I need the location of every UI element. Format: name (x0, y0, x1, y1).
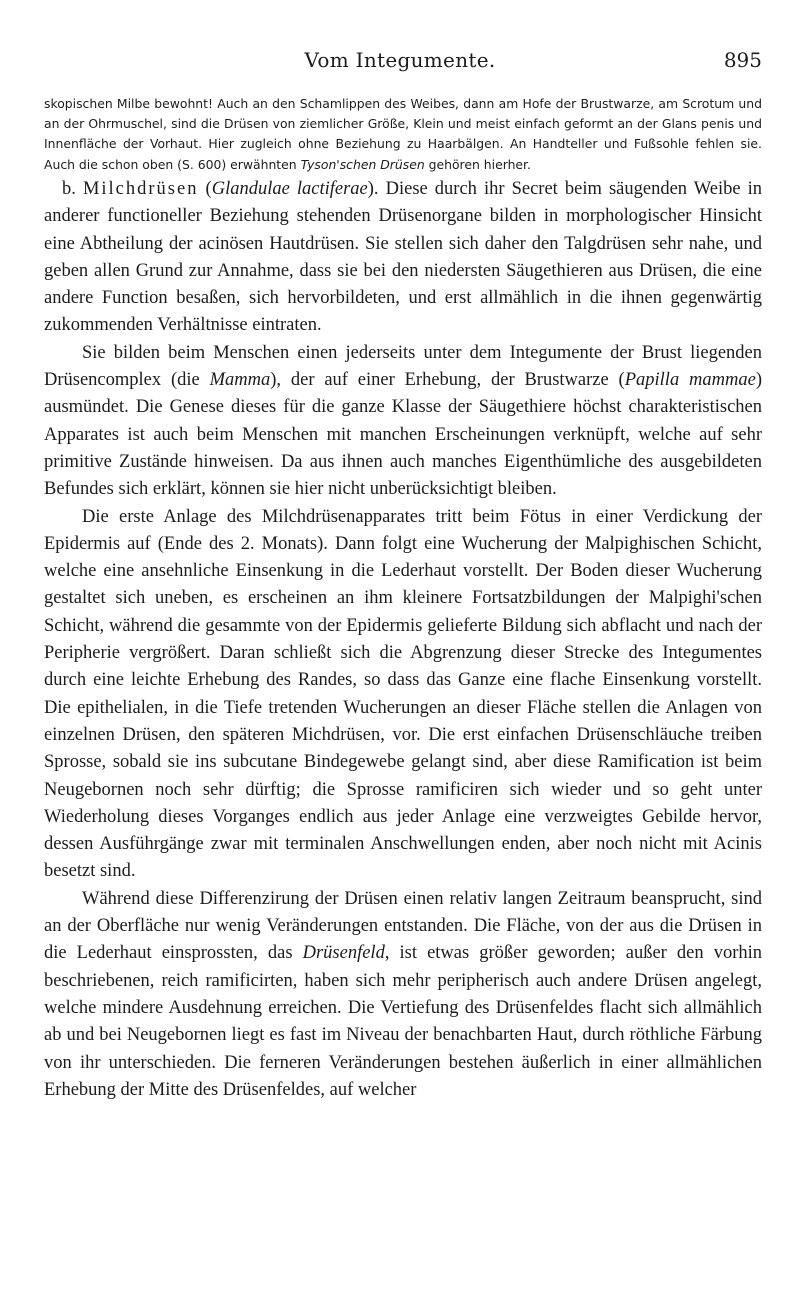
page-title: Vom Integumente. (304, 48, 496, 72)
small-print-paragraph (44, 94, 762, 175)
section-label: b. (62, 179, 83, 199)
section-paragraph: b. Milchdrüsen (Glandulae lactiferae). Diese durch ihr Secret beim säugenden Weibe in anderer functioneller Beziehung stehenden Drüsenorgane bilden in morphologischer Hinsicht eine Abtheilung der acinösen Hautdrüsen. Sie stellen sich daher den Talgdrüsen sehr nahe, und geben allen Grund zur Annahme, dass sie bei den niedersten Säugethieren aus Drüsen, die eine andere Function besaßen, sich hervorbildeten, und erst allmählich in die ihnen gegenwärtig zukommenden Verhältnisse eintraten. (44, 179, 763, 336)
running-header (0, 48, 800, 78)
paragraph-text: Während diese Differenzirung der Drüsen einen relativ langen Zeitraum beansprucht, sind an der Oberfläche nur wenig Veränderungen entstanden. Die Fläche, von der aus die Drüsen in die Lederhaut einsprossten, das (44, 888, 762, 964)
small-text: skopischen Milbe bewohnt! Auch an den Schamlippen des Weibes, dann am Hofe der Brustwarze, am Scrotum und an der Ohrmuschel, sind die Drüsen von ziemlicher Größe, Klein und meist einfach geformt an der Glans penis und Innenfläche der Vorhaut. Hier zugleich ohne Beziehung zu Haarbälgen. An Handteller und Fußsohle fehlen sie. Auch die schon oben (S. 600) erwähnten (44, 96, 762, 172)
paragraph-2 (44, 340, 762, 504)
paragraph-text: ), der auf einer Erhebung, der Brustwarze ( (270, 370, 625, 391)
page-number: 895 (723, 48, 762, 72)
italic-term: Papilla mammae (624, 370, 756, 391)
small-text-end: gehören hierher. (424, 156, 531, 172)
paragraph-4 (44, 886, 762, 1104)
small-italic-term: Tyson'schen Drüsen (300, 156, 425, 172)
body-text (44, 176, 762, 1104)
paragraph-text: Sie bilden beim Menschen einen jederseits unter dem Integumente der Brust liegenden Drüsencomplex (die (44, 342, 762, 391)
section-latin-term: Glandulae lactiferae (211, 179, 368, 199)
paragraph-3: Die erste Anlage des Milchdrüsenapparates tritt beim Fötus in einer Verdickung der Epidermis auf (Ende des 2. Monats). Dann folgt eine Wucherung der Malpighischen Schicht, welche eine ansehnliche Einsenkung in die Lederhaut vorstellt. Der Boden dieser Wucherung gestaltet sich uneben, es erscheinen an ihm kleinere Fortsatzbildungen der Malpighi'schen Schicht, während die gesammte von der Epidermis gelieferte Bildung sich abflacht und nach der Peripherie vergrößert. Daran schließt sich die Abgrenzung dieser Strecke des Integumentes durch eine leichte Erhebung des Randes, so dass das Ganze eine flache Einsenkung vorstellt. Die epithelialen, in die Tiefe tretenden Wucherungen an dieser Fläche stellen die Anlagen von einzelnen Drüsen, den späteren Michdrüsen, vor. Die erst einfachen Drüsenschläuche treiben Sprosse, sobald sie ins subcutane Bindegewebe gelangt sind, aber diese Ramification ist beim Neugebornen noch sehr dürftig; die Sprosse ramificiren sich wieder und so geht unter Wiederholung dieses Vorganges endlich aus jeder Anlage eine verzweigtes Gebilde hervor, dessen Ausführgänge zwar mit terminalen Anschwellungen enden, aber noch nicht mit Acinis besetzt sind. (44, 506, 762, 882)
italic-term: Mamma (209, 370, 271, 391)
section-heading: Milchdrüsen (82, 179, 199, 199)
paragraph-text: , ist etwas größer geworden; außer den vorhin beschriebenen, reich ramificirten, haben sich mehr peripherisch auch andere Drüsen angelegt, welche mindere Ausdehnung erreichen. Die Vertiefung des Drüsenfeldes flacht sich allmählich ab und bei Neugebornen liegt es fast im Niveau der benachbarten Haut, durch röthliche Färbung von ihr unterschieden. Die ferneren Veränderungen bestehen äußerlich in einer allmählichen Erhebung der Mitte des Drüsenfeldes, auf welcher (44, 943, 762, 1100)
italic-term: Drüsenfeld (302, 943, 385, 964)
paragraph-text: ) ausmündet. Die Genese dieses für die ganze Klasse der Säugethiere höchst charakteristischen Apparates ist auch beim Menschen mit manchen Erscheinungen verknüpft, welche auf sehr primitive Zustände hinweisen. Da aus ihnen auch manches Eigenthümliche des ausgebildeten Befundes sich erklärt, können sie hier nicht unberücksichtigt bleiben. (44, 370, 762, 500)
paragraph-text: ). Diese durch ihr Secret beim säugenden Weibe in anderer functioneller Beziehung stehenden Drüsenorgane bilden in morphologischer Hinsicht eine Abtheilung der acinösen Hautdrüsen. Sie stellen sich daher den Talgdrüsen sehr nahe, und geben allen Grund zur Annahme, dass sie bei den niedersten Säugethieren aus Drüsen, die eine andere Function besaßen, sich hervorbildeten, und erst allmählich in die ihnen gegenwärtig zukommenden Verhältnisse eintraten. (44, 179, 763, 336)
